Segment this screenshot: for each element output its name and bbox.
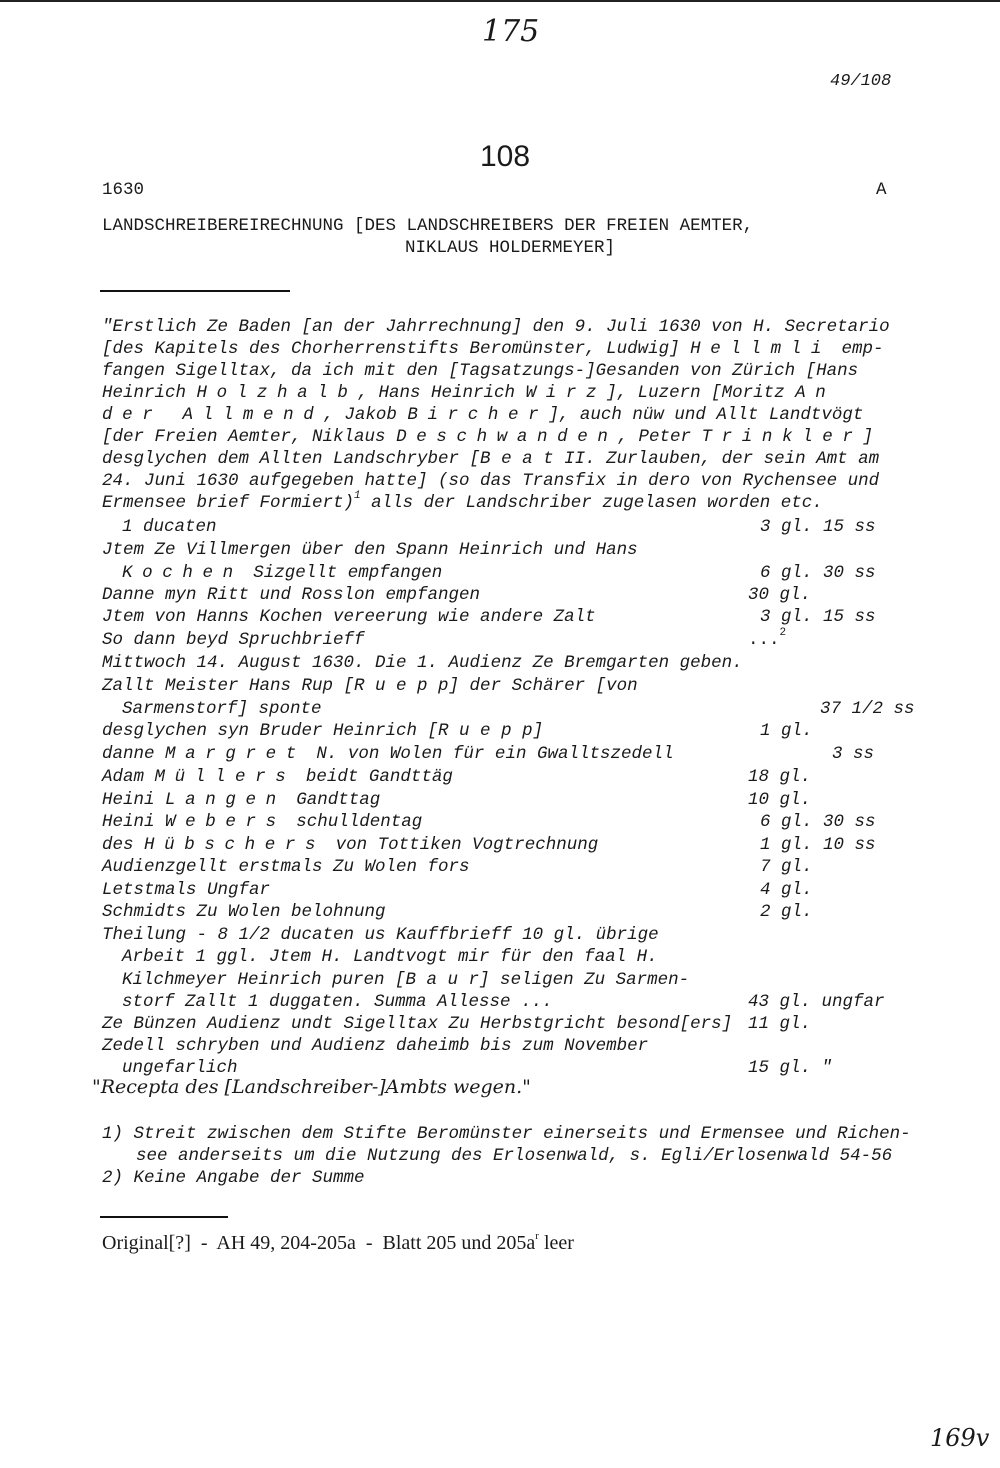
entry-text: Arbeit 1 ggl. Jtem H. Landtvogt mir für den faal H. xyxy=(122,947,658,967)
intro-line: 24. Juni 1630 aufgegeben hatte] (so das Transfix in dero von Rychensee und xyxy=(102,471,880,491)
entry-text xyxy=(102,790,380,810)
page-reference: 49/108 xyxy=(830,72,892,91)
source-divider xyxy=(100,1216,228,1218)
entry-text: Mittwoch 14. August 1630. Die 1. Audienz Ze Bremgarten geben. xyxy=(102,653,743,673)
entry-text: storf Zallt 1 duggaten. Summa Allesse ... xyxy=(122,992,553,1012)
entry-text: Zedell schryben und Audienz daheimb bis zum November xyxy=(102,1036,649,1056)
intro-line: desglychen dem Allten Landschryber [B e a t II. Zurlauben, der sein Amt am xyxy=(102,449,880,469)
top-edge-line xyxy=(0,0,1000,2)
entry-text: Theilung - 8 1/2 ducaten us Kauffbrieff 10 gl. übrige xyxy=(102,925,659,945)
entry-text: Jtem von Hanns Kochen vereerung wie andere Zalt xyxy=(102,607,596,627)
intro-text: [des Kapitels des Chorherrenstifts Beromünster, Ludwig] xyxy=(102,339,691,359)
entry-amount: 43 gl. ungfar xyxy=(748,992,885,1012)
spaced-name: Kochen xyxy=(122,563,243,583)
spaced-name: Trinkler xyxy=(701,427,863,447)
intro-text: [der Freien Aemter, Niklaus xyxy=(102,427,397,447)
intro-text: Heinrich xyxy=(102,383,197,403)
spaced-name: Hübschers xyxy=(144,835,326,855)
entry-text xyxy=(102,767,453,787)
entry-amount: 3 ss xyxy=(832,744,875,764)
intro-text: ], Luzern [Moritz xyxy=(606,383,796,403)
footnote-1-continuation: see anderseits um die Nutzung des Erlosenwald, s. Egli/Erlosenwald 54-56 xyxy=(136,1146,893,1166)
entry-amount: 10 gl. xyxy=(748,790,812,810)
entry-text: Danne myn Ritt und Rosslon empfangen xyxy=(102,585,481,605)
spaced-name: der Allmend xyxy=(102,405,324,425)
intro-text: , Peter xyxy=(617,427,702,447)
entry-text xyxy=(122,563,442,583)
closing-line: "Recepta des [Landschreiber-]Ambts wegen." xyxy=(92,1076,531,1098)
folio-number-bottom: 169v xyxy=(930,1424,990,1452)
intro-text: alls der Landschriber zugelasen worden etc. xyxy=(360,493,823,513)
entry-amount: 2 gl. xyxy=(760,902,813,922)
entry-text-part: danne xyxy=(102,744,166,764)
entry-text xyxy=(102,744,673,764)
spaced-name: Hellmli xyxy=(690,339,831,359)
source-tail: leer xyxy=(538,1232,574,1254)
spaced-name: Langen xyxy=(165,790,286,810)
entry-text xyxy=(102,835,598,855)
entry-text-part: Heini xyxy=(102,812,166,832)
entry-amount: 11 gl. xyxy=(748,1014,812,1034)
footnote-1: 1) Streit zwischen dem Stifte Beromünster einerseits und Ermensee und Richen- xyxy=(102,1124,911,1144)
document-number: 108 xyxy=(480,140,531,173)
entry-text-part: N. von Wolen für ein Gwalltszedell xyxy=(305,744,674,764)
intro-text: ], auch nüw und Allt Landtvögt xyxy=(548,405,864,425)
footnote-marker: 1 xyxy=(354,490,361,503)
entry-text: Sarmenstorf] sponte xyxy=(122,699,322,719)
entry-text-part: des xyxy=(102,835,145,855)
spaced-name: Wirz xyxy=(525,383,607,403)
document-title-line-1: LANDSCHREIBEREIRECHNUNG [DES LANDSCHREIBERS DER FREIEN AEMTER, xyxy=(102,216,754,236)
intro-line xyxy=(102,339,884,359)
entry-text: Letstmals Ungfar xyxy=(102,880,271,900)
source-superscript: r xyxy=(535,1230,539,1243)
intro-line xyxy=(102,427,873,447)
entry-amount: 15 gl. " xyxy=(748,1058,833,1078)
spaced-name: Webers xyxy=(165,812,286,832)
entry-amount: 1 gl. 10 ss xyxy=(760,835,876,855)
entry-text: ungefarlich xyxy=(122,1058,238,1078)
entry-text xyxy=(102,812,422,832)
entry-text-part: Sizgellt empfangen xyxy=(242,563,443,583)
entry-text: Schmidts Zu Wolen belohnung xyxy=(102,902,386,922)
entry-text: 1 ducaten xyxy=(122,517,217,537)
entry-text-part: von Tottiken Vogtrechnung xyxy=(325,835,599,855)
footnote-marker: 2 xyxy=(779,627,787,640)
document-title-line-2: NIKLAUS HOLDERMEYER] xyxy=(405,238,616,258)
footnote-2: 2) Keine Angabe der Summe xyxy=(102,1168,365,1188)
intro-text: , Jakob xyxy=(323,405,408,425)
intro-line xyxy=(102,405,863,425)
entry-text-part: Adam xyxy=(102,767,155,787)
spaced-name: Deschwanden xyxy=(396,427,618,447)
document-year: 1630 xyxy=(102,180,145,200)
entry-amount: 7 gl. xyxy=(760,857,813,877)
intro-line xyxy=(102,383,835,403)
entry-text-part: schulldentag xyxy=(285,812,423,832)
entry-amount: 4 gl. xyxy=(760,880,813,900)
title-divider xyxy=(100,290,290,292)
source-line xyxy=(102,1232,574,1255)
spaced-name: Holzhalb xyxy=(196,383,358,403)
spaced-name: Margret xyxy=(165,744,306,764)
source-text: Original[?] - AH 49, 204-205a - Blatt 205 und 205a xyxy=(102,1232,536,1254)
spaced-name: An xyxy=(795,383,836,403)
entry-text: Zallt Meister Hans Rup [R u e p p] der Schärer [von xyxy=(102,676,638,696)
spaced-name: Bircher xyxy=(407,405,549,425)
entry-text: desglychen syn Bruder Heinrich [R u e p p] xyxy=(102,721,544,741)
entry-amount: 3 gl. 15 ss xyxy=(760,517,876,537)
entry-amount: 1 gl. xyxy=(760,721,813,741)
entry-amount xyxy=(748,627,787,650)
entry-text: Kilchmeyer Heinrich puren [B a u r] seligen Zu Sarmen- xyxy=(122,970,690,990)
entry-text-part: Heini xyxy=(102,790,166,810)
intro-text: ] xyxy=(862,427,874,447)
intro-text: , Hans Heinrich xyxy=(357,383,526,403)
document-letter: A xyxy=(876,180,887,200)
entry-text: Ze Bünzen Audienz undt Sigelltax Zu Herbstgricht besond[ers] xyxy=(102,1014,733,1034)
entry-amount: 6 gl. 30 ss xyxy=(760,563,876,583)
entry-amount: 37 1/2 ss xyxy=(820,699,915,719)
entry-text: Audienzgellt erstmals Zu Wolen fors xyxy=(102,857,470,877)
entry-text: So dann beyd Spruchbrieff xyxy=(102,630,365,650)
entry-amount: 3 gl. 15 ss xyxy=(760,607,876,627)
intro-line: "Erstlich Ze Baden [an der Jahrrechnung] den 9. Juli 1630 von H. Secretario xyxy=(102,317,890,337)
folio-number-top: 175 xyxy=(482,14,540,49)
entry-amount: 30 gl. xyxy=(748,585,812,605)
intro-text: emp- xyxy=(831,339,884,359)
spaced-name: Müllers xyxy=(154,767,296,787)
intro-line xyxy=(102,490,823,513)
entry-amount: 6 gl. 30 ss xyxy=(760,812,876,832)
intro-line: fangen Sigelltax, da ich mit den [Tagsatzungs-]Gesanden von Zürich [Hans xyxy=(102,361,859,381)
entry-amount: 18 gl. xyxy=(748,767,812,787)
entry-text: Jtem Ze Villmergen über den Spann Heinrich und Hans xyxy=(102,540,638,560)
entry-text-part: Gandttag xyxy=(285,790,381,810)
intro-text: Ermensee brief Formiert) xyxy=(102,493,355,513)
entry-text-part: beidt Gandttäg xyxy=(295,767,453,787)
ellipsis: ... xyxy=(748,630,780,650)
